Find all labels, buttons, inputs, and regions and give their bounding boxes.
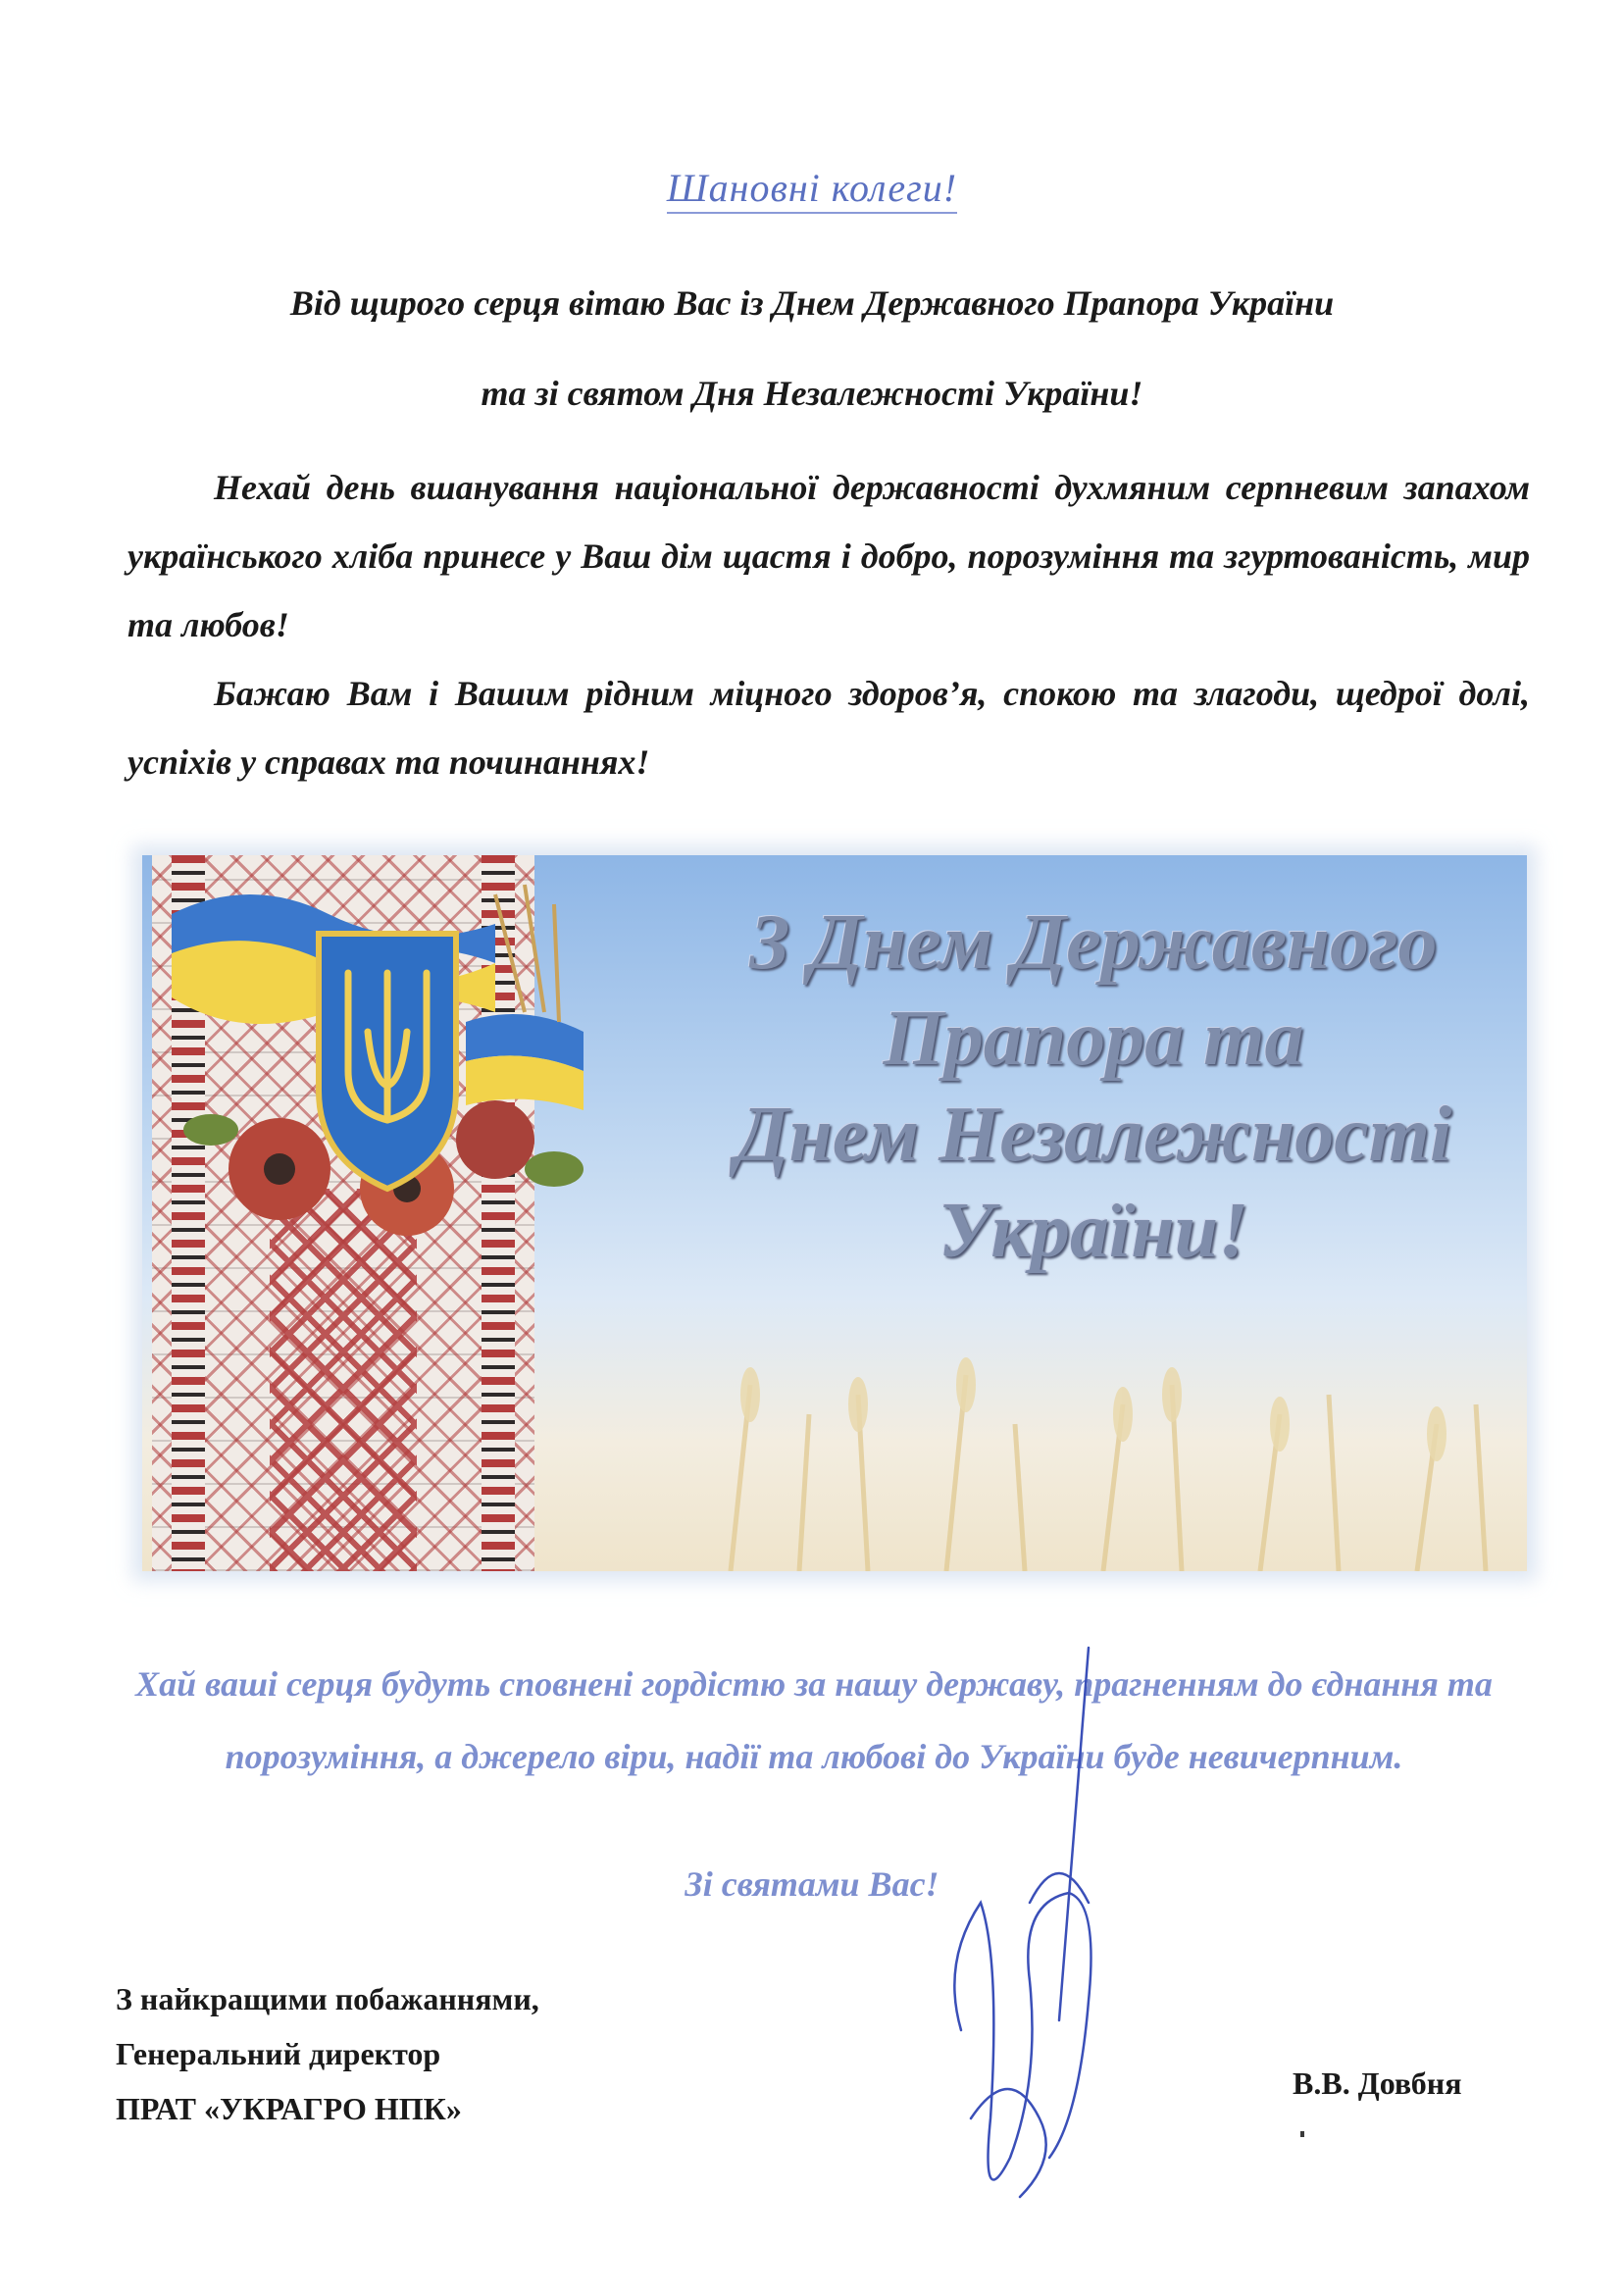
wheat-field-decor: [691, 1346, 1515, 1571]
salutation: [0, 165, 1624, 211]
card-title: [672, 894, 1515, 1279]
greeting-card-image: [142, 855, 1527, 1571]
closing-line-3: ПРАТ «УКРАГРО НПК»: [116, 2091, 462, 2126]
card-title-line-3: Днем Незалежності: [735, 1092, 1452, 1178]
paragraph-1: [127, 453, 1530, 659]
closing-line-1: З найкращими побажаннями,: [116, 1981, 539, 2016]
card-title-line-4: України!: [938, 1188, 1249, 1274]
paragraph-2: [127, 659, 1530, 796]
signature-icon: [922, 1608, 1118, 2226]
card-title-line-1: З Днем Державного: [749, 899, 1438, 986]
holiday-greeting: Зі святами Вас!: [685, 1864, 939, 1904]
card-title-line-2: Прапора та: [883, 995, 1304, 1082]
paragraph-2-text: Бажаю Вам і Вашим рідним міцного здоров’я, спокою та злагоди, щедрої долі, успіхів у справах та починаннях!: [127, 674, 1530, 782]
signer-name: В.В. Довбня: [1293, 2065, 1462, 2101]
closing-line-2: Генеральний директор: [116, 2036, 441, 2071]
coat-of-arms-icon: [172, 875, 603, 1248]
scan-dot: [1300, 2131, 1304, 2137]
greeting-line-1: Від щирого серця вітаю Вас із Днем Державного Прапора України: [289, 283, 1335, 323]
paragraph-1-text: Нехай день вшанування національної державності духмяним серпневим запахом українського хліба принесе у Ваш дім щастя і добро, порозуміння та згуртованість, мир та любов!: [127, 468, 1530, 644]
closing-block: [116, 1971, 539, 2136]
greeting-line-2: та зі святом Дня Незалежності України!: [481, 374, 1143, 413]
wish-text: Хай ваші серця будуть сповнені гордістю за нашу державу, прагненням до єднання та порозуміння, а джерело віри, надії та любові до України буде невичерпним.: [135, 1664, 1493, 1776]
salutation-text: Шановні колеги!: [667, 166, 957, 214]
